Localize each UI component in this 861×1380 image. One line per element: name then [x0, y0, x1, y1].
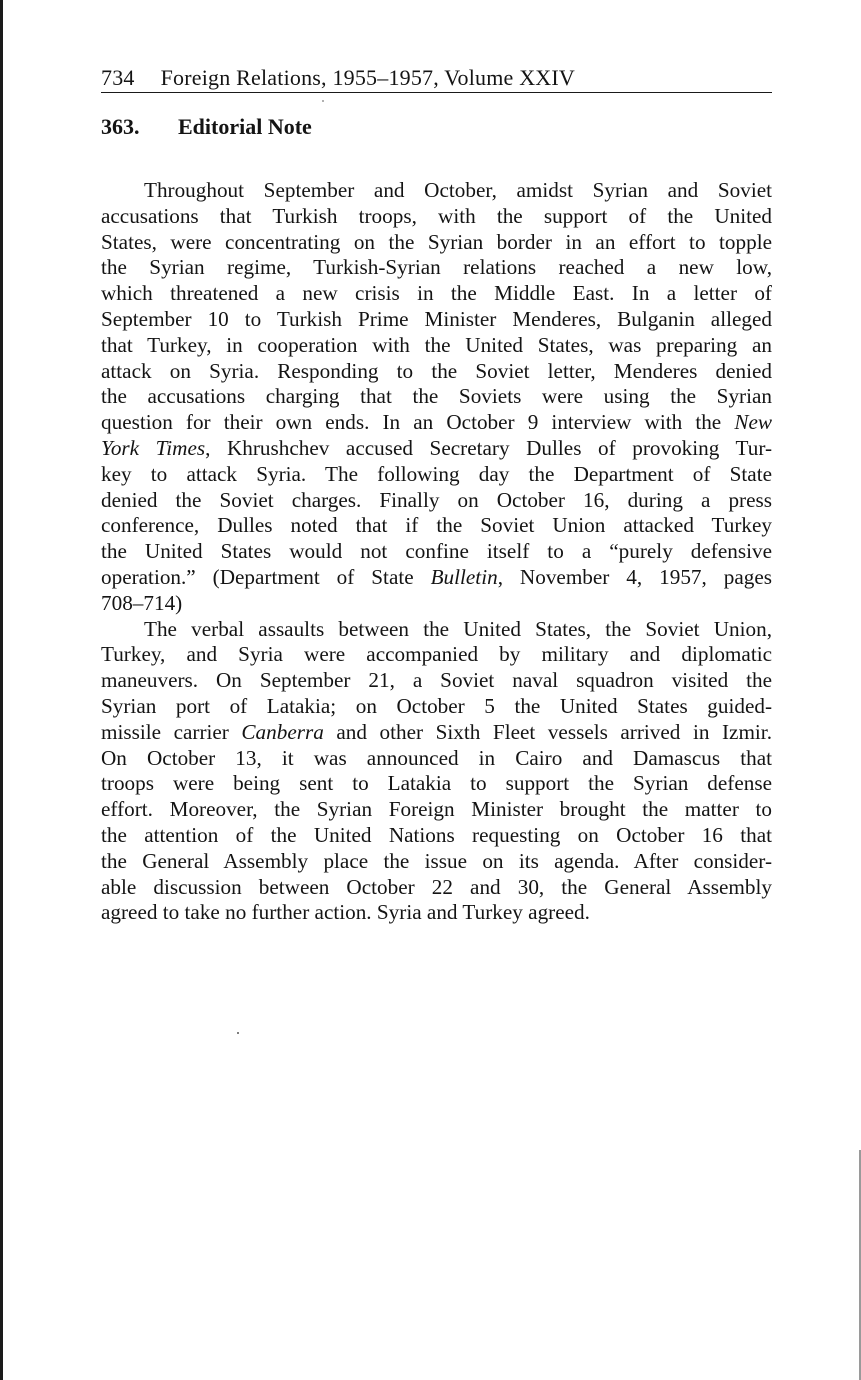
- running-head-title: Foreign Relations, 1955–1957, Volume XXIV: [160, 65, 575, 90]
- text-line: troops were being sent to Latakia to support the Syrian defense: [101, 771, 772, 796]
- text-line: the Syrian regime, Turkish-Syrian relations reached a new low,: [101, 255, 772, 280]
- page-scan-edge: [0, 0, 3, 1380]
- editorial-note-body: [101, 178, 772, 926]
- text-line: maneuvers. On September 21, a Soviet naval squadron visited the: [101, 668, 772, 693]
- text-line: conference, Dulles noted that if the Soviet Union attacked Turkey: [101, 513, 772, 538]
- text-line: able discussion between October 22 and 30, the General Assembly: [101, 874, 772, 899]
- page-number: 734: [101, 65, 135, 90]
- paragraph-2: [101, 617, 772, 927]
- text-line: accusations that Turkish troops, with the support of the United: [101, 203, 772, 228]
- text-line: On October 13, it was announced in Cairo and Damascus that: [101, 745, 772, 770]
- text-line: key to attack Syria. The following day the Department of State: [101, 461, 772, 486]
- text-line: that Turkey, in cooperation with the United States, was preparing an: [101, 332, 772, 357]
- text-line: Turkey, and Syria were accompanied by military and diplomatic: [101, 642, 772, 667]
- text-line: Throughout September and October, amidst Syrian and Soviet: [144, 178, 772, 202]
- text-line: denied the Soviet charges. Finally on October 16, during a press: [101, 487, 772, 512]
- text-line: The verbal assaults between the United States, the Soviet Union,: [144, 616, 772, 641]
- text-line: the attention of the United Nations requesting on October 16 that: [101, 822, 772, 847]
- text-line: effort. Moreover, the Syrian Foreign Minister brought the matter to: [101, 797, 772, 822]
- section-title: Editorial Note: [178, 114, 312, 139]
- text-line: States, were concentrating on the Syrian border in an effort to topple: [101, 229, 772, 254]
- text-line: which threatened a new crisis in the Middle East. In a letter of: [101, 281, 772, 306]
- text-line: question for their own ends. In an October 9 interview with the New: [101, 410, 772, 435]
- text-line: 708–714): [101, 590, 183, 615]
- text-line: the accusations charging that the Soviets were using the Syrian: [101, 384, 772, 409]
- section-heading: [101, 113, 312, 141]
- text-line: operation.” (Department of State Bulletin, November 4, 1957, pages: [101, 564, 773, 589]
- text-line: missile carrier Canberra and other Sixth Fleet vessels arrived in Izmir.: [101, 719, 772, 744]
- scan-speck: [237, 1032, 239, 1034]
- text-line: York Times, Khrushchev accused Secretary Dulles of provoking Tur-: [101, 435, 773, 460]
- running-head: [101, 64, 772, 93]
- section-number: 363.: [101, 114, 140, 139]
- paragraph-1: [101, 178, 772, 617]
- text-line: attack on Syria. Responding to the Soviet letter, Menderes denied: [101, 358, 772, 383]
- text-line: Syrian port of Latakia; on October 5 the United States guided-: [101, 693, 772, 718]
- text-line: the United States would not confine itself to a “purely defensive: [101, 539, 772, 564]
- text-line: agreed to take no further action. Syria and Turkey agreed.: [101, 900, 590, 925]
- scan-speck: [322, 100, 324, 102]
- text-line: the General Assembly place the issue on its agenda. After consider-: [101, 848, 772, 873]
- text-line: September 10 to Turkish Prime Minister Menderes, Bulganin alleged: [101, 306, 772, 331]
